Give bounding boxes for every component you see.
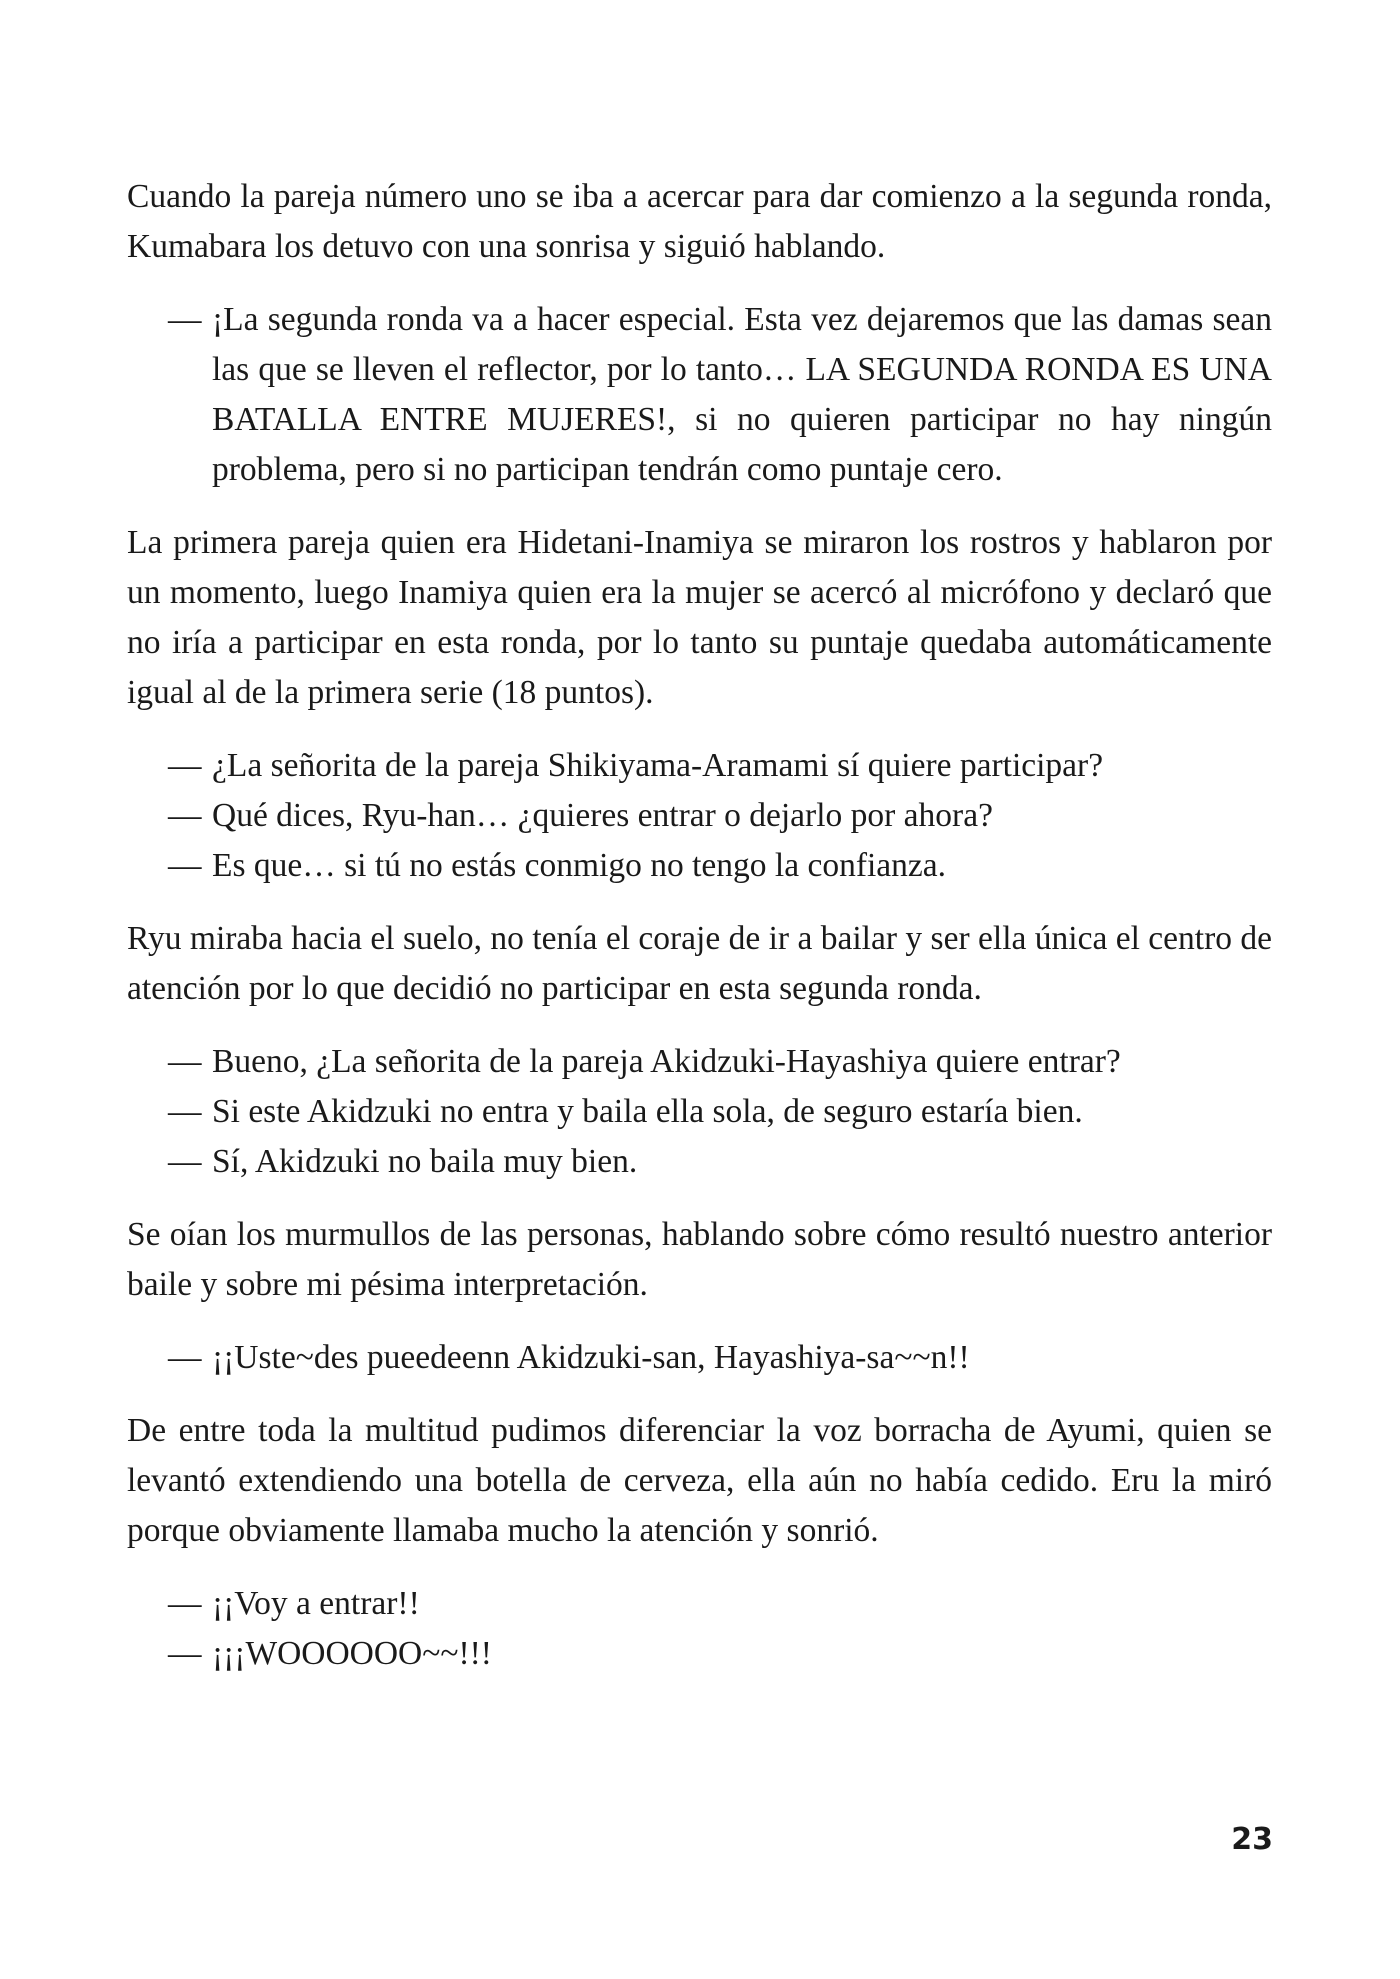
- paragraph-4: Se oían los murmullos de las personas, hablando sobre cómo resultó nuestro anterior baile y sobre mi pésima interpretación.: [127, 1216, 1272, 1303]
- dialogue-dash: —: [168, 1093, 202, 1130]
- dialogue-group-4: [127, 1333, 1272, 1383]
- page-number: 23: [1231, 1822, 1273, 1857]
- dialogue-line-2: [168, 741, 1272, 791]
- paragraph-5: De entre toda la multitud pudimos diferenciar la voz borracha de Ayumi, quien se levantó extendiendo una botella de cerveza, ella aún no había cedido. Eru la miró porque obviamente llamaba mucho la atención y sonrió.: [127, 1412, 1272, 1549]
- dialogue-line-5: [168, 1037, 1272, 1087]
- dialogue-dash: —: [168, 797, 202, 834]
- dialogue-group-5: [127, 1579, 1272, 1679]
- paragraph-1: Cuando la pareja número uno se iba a acercar para dar comienzo a la segunda ronda, Kumabara los detuvo con una sonrisa y siguió hablando.: [127, 178, 1272, 265]
- dialogue-group-3: [127, 1037, 1272, 1187]
- dialogue-dash: —: [168, 1043, 202, 1080]
- dialogue-text: ¡La segunda ronda va a hacer especial. Esta vez dejaremos que las damas sean las que se lleven el reflector, por lo tanto… LA SEGUNDA RONDA ES UNA BATALLA ENTRE MUJERES!, si no quieren participar no hay ningún problema, pero si no participan tendrán como puntaje cero.: [212, 301, 1272, 488]
- dialogue-text: Bueno, ¿La señorita de la pareja Akidzuki-Hayashiya quiere entrar?: [212, 1043, 1121, 1080]
- dialogue-dash: —: [168, 1143, 202, 1180]
- dialogue-group-2: [127, 741, 1272, 891]
- dialogue-line-9: [168, 1579, 1272, 1629]
- dialogue-text: Si este Akidzuki no entra y baila ella sola, de seguro estaría bien.: [212, 1093, 1083, 1130]
- dialogue-line-3: [168, 791, 1272, 841]
- dialogue-line-1: [168, 295, 1272, 495]
- paragraph-2: La primera pareja quien era Hidetani-Inamiya se miraron los rostros y hablaron por un momento, luego Inamiya quien era la mujer se acercó al micrófono y declaró que no iría a participar en esta ronda, por lo tanto su puntaje quedaba automáticamente igual al de la primera serie (18 puntos).: [127, 524, 1272, 711]
- paragraph-3: Ryu miraba hacia el suelo, no tenía el coraje de ir a bailar y ser ella única el centro de atención por lo que decidió no participar en esta segunda ronda.: [127, 920, 1272, 1007]
- dialogue-dash: —: [168, 1635, 202, 1672]
- dialogue-line-6: [168, 1087, 1272, 1137]
- dialogue-line-7: [168, 1137, 1272, 1187]
- dialogue-dash: —: [168, 1339, 202, 1376]
- dialogue-text: ¡¡Voy a entrar!!: [212, 1585, 420, 1622]
- dialogue-line-8: [168, 1333, 1272, 1383]
- dialogue-dash: —: [168, 847, 202, 884]
- dialogue-line-10: [168, 1629, 1272, 1679]
- body-text: [127, 172, 1272, 1702]
- dialogue-line-4: [168, 841, 1272, 891]
- dialogue-text: ¿La señorita de la pareja Shikiyama-Aramami sí quiere participar?: [212, 747, 1104, 784]
- dialogue-text: Qué dices, Ryu-han… ¿quieres entrar o dejarlo por ahora?: [212, 797, 993, 834]
- dialogue-group-1: [127, 295, 1272, 495]
- dialogue-text: Es que… si tú no estás conmigo no tengo la confianza.: [212, 847, 947, 884]
- dialogue-text: ¡¡¡WOOOOOO~~!!!: [212, 1635, 492, 1672]
- dialogue-text: ¡¡Uste~des pueedeenn Akidzuki-san, Hayashiya-sa~~n!!: [212, 1339, 970, 1376]
- dialogue-dash: —: [168, 747, 202, 784]
- dialogue-dash: —: [168, 301, 202, 338]
- dialogue-text: Sí, Akidzuki no baila muy bien.: [212, 1143, 638, 1180]
- dialogue-dash: —: [168, 1585, 202, 1622]
